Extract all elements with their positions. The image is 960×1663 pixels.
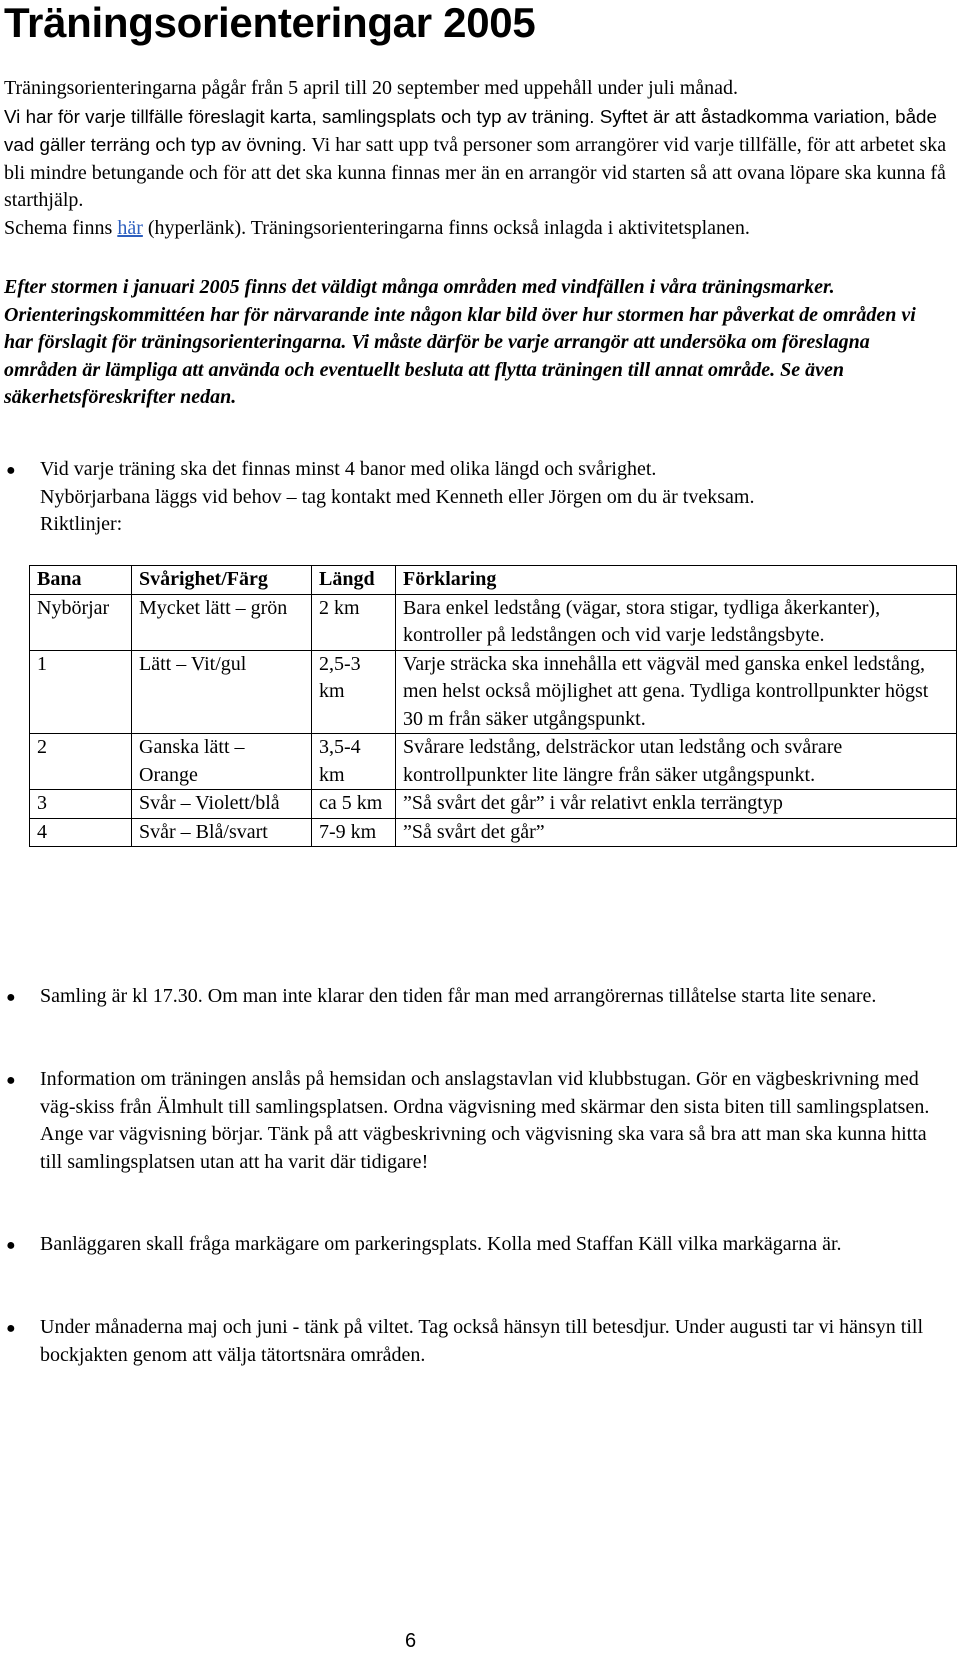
schedule-link[interactable]: här [117, 216, 143, 239]
bullet-icon: ● [6, 1237, 16, 1254]
table-cell: 4 [30, 818, 132, 847]
bullet-icon: ● [6, 989, 16, 1006]
table-row [30, 650, 957, 734]
table-cell: Mycket lätt – grön [132, 594, 312, 650]
table-row [30, 594, 957, 650]
table-cell: ”Så svårt det går” i vår relativt enkla terrängtyp [396, 790, 957, 819]
list-item-text: Banläggaren skall fråga markägare om parkeringsplats. Kolla med Staffan Käll vilka markägarna är. [40, 1233, 842, 1255]
header-cell-bana: Bana [30, 566, 132, 595]
table-cell: Lätt – Vit/gul [132, 650, 312, 734]
table-cell: Svår – Violett/blå [132, 790, 312, 819]
page-number: 6 [405, 1630, 417, 1652]
guideline-line-1: Vid varje träning ska det finnas minst 4 banor med olika längd och svårighet. [40, 458, 657, 480]
table-cell: Svårare ledstång, delsträckor utan ledstång och svårare kontrollpunkter lite längre från säker utgångspunkt. [396, 734, 957, 790]
table-header-row [30, 566, 957, 595]
table-cell: 2 [30, 734, 132, 790]
table-cell: ca 5 km [312, 790, 396, 819]
table-cell: ”Så svårt det går” [396, 818, 957, 847]
guideline-line-3: Riktlinjer: [40, 513, 123, 535]
table-cell: 7-9 km [312, 818, 396, 847]
list-item-gathering-time [6, 983, 940, 1011]
table-row [30, 734, 957, 790]
intro-line-2: Vi har för varje tillfälle föreslagit karta, samlingsplats och typ av träning. Syftet är att åstadkomma variation, både vad gäller terräng och typ av övning. [4, 105, 937, 156]
table-cell: Ganska lätt – Orange [132, 734, 312, 790]
intro-line-1: Träningsorienteringarna pågår från 5 april till 20 september med uppehåll under juli månad. [4, 77, 739, 99]
table-row [30, 790, 957, 819]
table-row [30, 818, 957, 847]
header-cell-length: Längd [312, 566, 396, 595]
bullet-icon: ● [6, 1320, 16, 1337]
intro-line-3: Vi har satt upp två personer som arrangörer vid varje tillfälle, för att arbetet ska bli mindre betungande och för att det ska kunna finnas mer än en arrangör vid starten så att ovana löpare ska kunna få starthjälp. [4, 134, 947, 212]
list-item-wildlife [6, 1314, 940, 1369]
list-item-guidelines [6, 456, 940, 539]
table-cell: 3 [30, 790, 132, 819]
guideline-line-2: Nybörjarbana läggs vid behov – tag kontakt med Kenneth eller Jörgen om du är tveksam. [40, 485, 755, 508]
header-cell-difficulty: Svårighet/Färg [132, 566, 312, 595]
schedule-suffix: (hyperlänk). Träningsorienteringarna finns också inlagda i aktivitetsplanen. [147, 216, 750, 239]
table-cell: Nybörjar [30, 594, 132, 650]
list-item-information [6, 1066, 940, 1176]
intro-paragraph [4, 75, 956, 243]
bullet-icon: ● [6, 462, 16, 479]
table-cell: Bara enkel ledstång (vägar, stora stigar, tydliga åkerkanter), kontroller på ledstången och vid varje ledstångsbyte. [396, 594, 957, 650]
table-cell: 1 [30, 650, 132, 734]
storm-warning: Efter stormen i januari 2005 finns det väldigt många områden med vindfällen i våra träningsmarker. Orienteringskommittéen har för närvarande inte någon klar bild över hur stormen har påverkat de områden vi har förslagit för träningsorienteringarna. Vi måste därför be varje arrangör att undersöka om föreslagna områden är lämpliga att använda och eventuellt besluta att flytta träningen till annat område. Se även säkerhetsföreskrifter nedan. [4, 276, 916, 409]
table-cell: 2 km [312, 594, 396, 650]
course-table [29, 565, 957, 847]
list-item-text: Information om träningen anslås på hemsidan och anslagstavlan vid klubbstugan. Gör en vägbeskrivning med väg-skiss från Älmhult till samlingsplatsen. Ordna vägvisning med skärmar den sista biten till samlingsplatsen. Ange var vägvisning börjar. Tänk på att vägbeskrivning och vägvisning ska vara så bra att man ska kunna hitta till samlingsplatsen utan att ha varit där tidigare! [40, 1068, 930, 1173]
table-cell: 3,5-4 km [312, 734, 396, 790]
header-cell-explanation: Förklaring [396, 566, 957, 595]
table-cell: 2,5-3 km [312, 650, 396, 734]
table-cell: Svår – Blå/svart [132, 818, 312, 847]
schedule-prefix: Schema finns [4, 216, 113, 239]
list-item-parking [6, 1231, 940, 1259]
list-item-text: Under månaderna maj och juni - tänk på viltet. Tag också hänsyn till betesdjur. Under augusti tar vi hänsyn till bockjakten genom att välja tätortsnära områden. [40, 1316, 924, 1366]
table-cell: Varje sträcka ska innehålla ett vägväl med ganska enkel ledstång, men helst också möjlighet att gena. Tydliga kontrollpunkter högst 30 m från säker utgångspunkt. [396, 650, 957, 734]
page-title: Träningsorienteringar 2005 [4, 0, 536, 46]
list-item-text: Samling är kl 17.30. Om man inte klarar den tiden får man med arrangörernas tillåtelse starta lite senare. [40, 985, 877, 1007]
bullet-icon: ● [6, 1072, 16, 1089]
